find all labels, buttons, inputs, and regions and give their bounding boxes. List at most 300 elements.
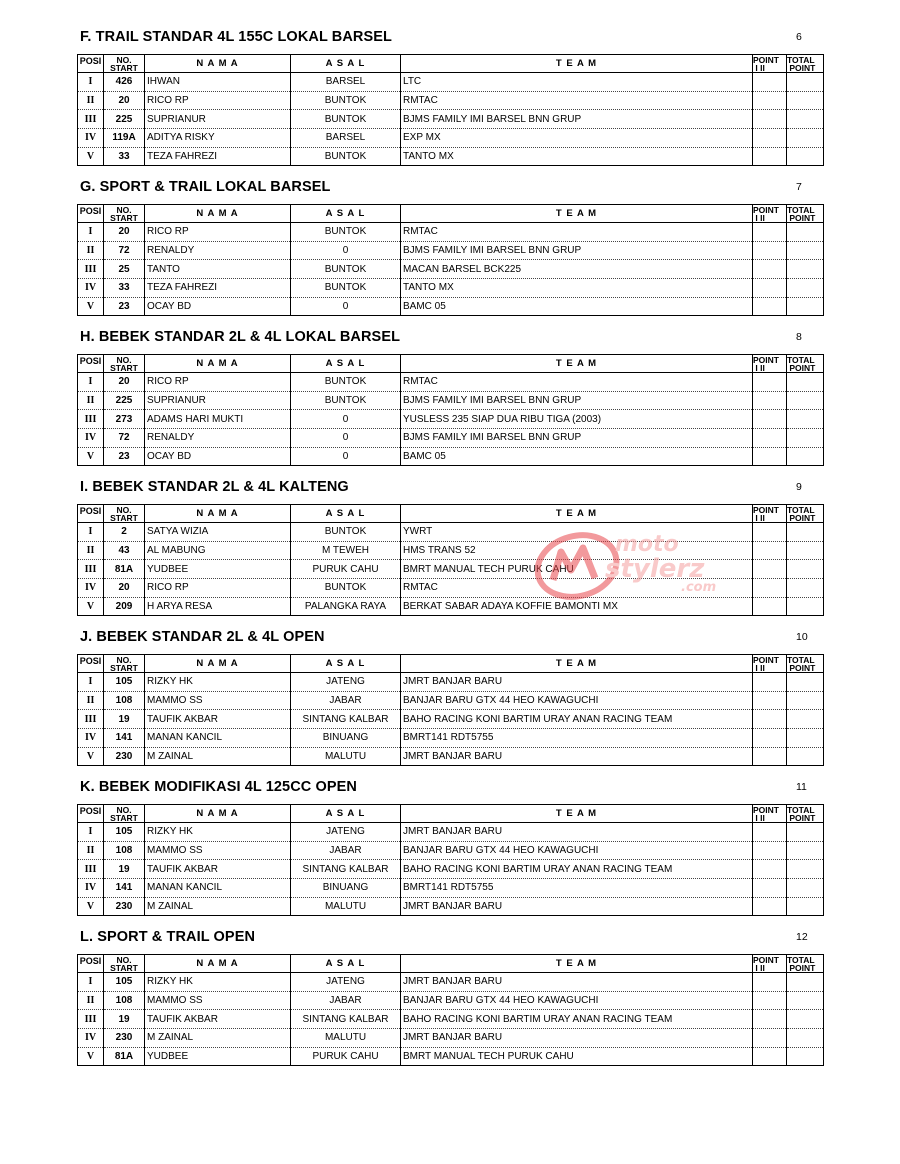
start-number-cell: 20 [104,579,145,598]
table-row [78,1047,824,1066]
point-cell [753,241,787,260]
rider-name-cell: SATYA WIZIA [145,523,291,542]
table-row [78,73,824,92]
team-cell: BJMS FAMILY IMI BARSEL BNN GRUP [401,391,753,410]
total-point-cell [787,991,824,1010]
position-cell: V [78,597,104,616]
header-point [753,805,787,823]
point-cell [753,1047,787,1066]
point-cell [753,897,787,916]
team-cell: BJMS FAMILY IMI BARSEL BNN GRUP [401,241,753,260]
start-number-cell: 19 [104,860,145,879]
start-number-cell: 426 [104,73,145,92]
team-cell: BJMS FAMILY IMI BARSEL BNN GRUP [401,110,753,129]
position-cell: III [78,560,104,579]
header-team: T E A M [401,955,753,973]
team-cell: MACAN BARSEL BCK225 [401,260,753,279]
total-point-cell [787,560,824,579]
start-number-cell: 72 [104,241,145,260]
position-cell: V [78,1047,104,1066]
point-cell [753,729,787,748]
origin-cell: BINUANG [291,729,401,748]
team-cell: BAMC 05 [401,447,753,466]
start-number-cell: 225 [104,391,145,410]
total-point-cell [787,1029,824,1048]
total-point-cell [787,1010,824,1029]
table-header-row [78,655,824,673]
table-row [78,860,824,879]
point-cell [753,1029,787,1048]
start-number-cell: 19 [104,1010,145,1029]
header-team: T E A M [401,355,753,373]
total-point-cell [787,260,824,279]
header-no-start [104,655,145,673]
header-no: NO. [116,204,132,215]
table-header-row [78,955,824,973]
start-number-cell: 23 [104,297,145,316]
point-cell [753,391,787,410]
point-cell [753,823,787,842]
team-cell: RMTAC [401,373,753,392]
rider-name-cell: OCAY BD [145,447,291,466]
table-row [78,429,824,448]
start-number-cell: 25 [104,260,145,279]
header-asal: A S A L [291,55,401,73]
header-posi: POSI [78,355,104,373]
position-cell: III [78,410,104,429]
rider-name-cell: RIZKY HK [145,823,291,842]
origin-cell: BUNTOK [291,260,401,279]
header-point-label: POINT [753,204,779,215]
total-point-cell [787,729,824,748]
start-number-cell: 230 [104,747,145,766]
header-total [787,205,824,223]
point-cell [753,560,787,579]
position-cell: I [78,73,104,92]
race-class-section [0,629,900,779]
team-cell: YWRT [401,523,753,542]
watermark-word-1: moto [615,532,679,557]
header-nama: N A M A [145,805,291,823]
team-cell: BJMS FAMILY IMI BARSEL BNN GRUP [401,429,753,448]
table-row [78,91,824,110]
header-total-point: POINT [789,62,816,73]
total-point-cell [787,860,824,879]
team-cell: EXP MX [401,129,753,148]
rider-name-cell: M ZAINAL [145,1029,291,1048]
rider-name-cell: TEZA FAHREZI [145,279,291,298]
team-cell: JMRT BANJAR BARU [401,823,753,842]
origin-cell: 0 [291,410,401,429]
header-nama: N A M A [145,505,291,523]
table-row [78,1029,824,1048]
table-row [78,279,824,298]
rider-name-cell: SUPRIANUR [145,110,291,129]
total-point-cell [787,973,824,992]
rider-name-cell: RICO RP [145,373,291,392]
start-number-cell: 108 [104,691,145,710]
table-row [78,973,824,992]
origin-cell: BARSEL [291,129,401,148]
table-row [78,447,824,466]
origin-cell: SINTANG KALBAR [291,1010,401,1029]
rider-name-cell: M ZAINAL [145,747,291,766]
point-cell [753,297,787,316]
rider-name-cell: ADAMS HARI MUKTI [145,410,291,429]
section-title: L. SPORT & TRAIL OPEN [80,929,256,945]
position-cell: IV [78,579,104,598]
header-point-label: POINT [753,954,779,965]
total-point-cell [787,147,824,166]
start-number-cell: 33 [104,147,145,166]
point-cell [753,579,787,598]
team-cell: BMRT141 RDT5755 [401,729,753,748]
section-number: 7 [796,181,802,193]
origin-cell: MALUTU [291,897,401,916]
rider-name-cell: RIZKY HK [145,673,291,692]
origin-cell: PURUK CAHU [291,1047,401,1066]
position-cell: V [78,447,104,466]
origin-cell: MALUTU [291,747,401,766]
start-number-cell: 23 [104,447,145,466]
header-start: START [110,812,138,823]
team-cell: BANJAR BARU GTX 44 HEO KAWAGUCHI [401,991,753,1010]
start-number-cell: 81A [104,560,145,579]
table-row [78,841,824,860]
header-point-heats: I II [755,962,765,973]
position-cell: V [78,297,104,316]
race-class-section [0,479,900,629]
start-number-cell: 20 [104,373,145,392]
header-point [753,55,787,73]
header-point-heats: I II [755,362,765,373]
position-cell: III [78,260,104,279]
header-no-start [104,355,145,373]
team-cell: RMTAC [401,223,753,242]
race-class-section [0,929,900,1079]
header-total-label: TOTAL [787,354,815,365]
header-posi: POSI [78,805,104,823]
team-cell: RMTAC [401,91,753,110]
header-point [753,355,787,373]
header-total-point: POINT [789,212,816,223]
section-number: 9 [796,481,802,493]
rider-name-cell: TAUFIK AKBAR [145,710,291,729]
rider-name-cell: MAMMO SS [145,841,291,860]
header-point-label: POINT [753,54,779,65]
race-class-section [0,329,900,479]
team-cell: TANTO MX [401,147,753,166]
total-point-cell [787,597,824,616]
position-cell: IV [78,729,104,748]
table-row [78,260,824,279]
start-number-cell: 209 [104,597,145,616]
header-start: START [110,662,138,673]
table-header-row [78,355,824,373]
team-cell: JMRT BANJAR BARU [401,973,753,992]
results-table [77,654,824,766]
header-start: START [110,362,138,373]
header-no: NO. [116,504,132,515]
point-cell [753,673,787,692]
start-number-cell: 20 [104,223,145,242]
rider-name-cell: H ARYA RESA [145,597,291,616]
start-number-cell: 43 [104,541,145,560]
point-cell [753,91,787,110]
point-cell [753,523,787,542]
rider-name-cell: YUDBEE [145,560,291,579]
start-number-cell: 105 [104,973,145,992]
point-cell [753,410,787,429]
header-nama: N A M A [145,55,291,73]
header-no: NO. [116,54,132,65]
header-total-point: POINT [789,362,816,373]
header-total-label: TOTAL [787,504,815,515]
origin-cell: BINUANG [291,879,401,898]
total-point-cell [787,297,824,316]
total-point-cell [787,373,824,392]
header-total [787,505,824,523]
position-cell: II [78,541,104,560]
point-cell [753,260,787,279]
origin-cell: JATENG [291,673,401,692]
header-total-point: POINT [789,512,816,523]
header-start: START [110,62,138,73]
origin-cell: BUNTOK [291,391,401,410]
total-point-cell [787,91,824,110]
header-total-point: POINT [789,812,816,823]
header-point [753,505,787,523]
rider-name-cell: IHWAN [145,73,291,92]
team-cell: BAHO RACING KONI BARTIM URAY ANAN RACING TEAM [401,710,753,729]
rider-name-cell: RENALDY [145,429,291,448]
table-row [78,110,824,129]
table-row [78,597,824,616]
rider-name-cell: RICO RP [145,91,291,110]
table-header-row [78,805,824,823]
rider-name-cell: TAUFIK AKBAR [145,860,291,879]
origin-cell: M TEWEH [291,541,401,560]
section-title: I. BEBEK STANDAR 2L & 4L KALTENG [80,479,349,495]
start-number-cell: 105 [104,673,145,692]
origin-cell: BUNTOK [291,91,401,110]
start-number-cell: 141 [104,729,145,748]
origin-cell: JATENG [291,973,401,992]
team-cell: YUSLESS 235 SIAP DUA RIBU TIGA (2003) [401,410,753,429]
point-cell [753,110,787,129]
position-cell: I [78,223,104,242]
start-number-cell: 72 [104,429,145,448]
position-cell: IV [78,279,104,298]
point-cell [753,1010,787,1029]
total-point-cell [787,710,824,729]
header-team: T E A M [401,205,753,223]
team-cell: TANTO MX [401,279,753,298]
header-posi: POSI [78,205,104,223]
point-cell [753,73,787,92]
table-row [78,579,824,598]
position-cell: V [78,747,104,766]
section-number: 10 [796,631,808,643]
total-point-cell [787,541,824,560]
header-point-label: POINT [753,654,779,665]
position-cell: III [78,1010,104,1029]
table-row [78,373,824,392]
team-cell: JMRT BANJAR BARU [401,897,753,916]
origin-cell: BUNTOK [291,373,401,392]
header-no-start [104,55,145,73]
total-point-cell [787,279,824,298]
table-row [78,541,824,560]
table-row [78,1010,824,1029]
results-table [77,504,824,616]
total-point-cell [787,1047,824,1066]
total-point-cell [787,691,824,710]
header-point [753,655,787,673]
results-table [77,54,824,166]
results-table [77,804,824,916]
point-cell [753,541,787,560]
origin-cell: SINTANG KALBAR [291,710,401,729]
header-start: START [110,962,138,973]
table-row [78,729,824,748]
point-cell [753,129,787,148]
position-cell: II [78,91,104,110]
header-total-label: TOTAL [787,804,815,815]
rider-name-cell: YUDBEE [145,1047,291,1066]
header-asal: A S A L [291,655,401,673]
header-nama: N A M A [145,655,291,673]
header-asal: A S A L [291,955,401,973]
rider-name-cell: TAUFIK AKBAR [145,1010,291,1029]
header-posi: POSI [78,55,104,73]
point-cell [753,860,787,879]
point-cell [753,447,787,466]
total-point-cell [787,129,824,148]
results-table [77,204,824,316]
start-number-cell: 273 [104,410,145,429]
header-posi: POSI [78,655,104,673]
header-no-start [104,805,145,823]
header-asal: A S A L [291,355,401,373]
origin-cell: PALANGKA RAYA [291,597,401,616]
table-row [78,147,824,166]
watermark-word-2: stylerz [605,554,705,584]
table-row [78,391,824,410]
start-number-cell: 108 [104,991,145,1010]
header-asal: A S A L [291,205,401,223]
team-cell: BMRT141 RDT5755 [401,879,753,898]
table-row [78,691,824,710]
header-total [787,55,824,73]
position-cell: II [78,391,104,410]
total-point-cell [787,523,824,542]
rider-name-cell: AL MABUNG [145,541,291,560]
results-table [77,354,824,466]
header-asal: A S A L [291,805,401,823]
position-cell: V [78,897,104,916]
header-team: T E A M [401,655,753,673]
total-point-cell [787,410,824,429]
header-no-start [104,505,145,523]
watermark-word-3: .com [681,580,717,595]
origin-cell: SINTANG KALBAR [291,860,401,879]
rider-name-cell: RIZKY HK [145,973,291,992]
header-no: NO. [116,954,132,965]
header-total [787,805,824,823]
point-cell [753,710,787,729]
total-point-cell [787,841,824,860]
point-cell [753,223,787,242]
section-number: 6 [796,31,802,43]
team-cell: BMRT MANUAL TECH PURUK CAHU [401,560,753,579]
start-number-cell: 230 [104,897,145,916]
point-cell [753,429,787,448]
rider-name-cell: ADITYA RISKY [145,129,291,148]
header-point-heats: I II [755,512,765,523]
table-row [78,560,824,579]
position-cell: II [78,241,104,260]
point-cell [753,841,787,860]
header-point [753,955,787,973]
table-header-row [78,205,824,223]
table-row [78,710,824,729]
start-number-cell: 81A [104,1047,145,1066]
header-start: START [110,212,138,223]
header-total [787,355,824,373]
table-row [78,991,824,1010]
origin-cell: BUNTOK [291,110,401,129]
position-cell: III [78,710,104,729]
section-title: H. BEBEK STANDAR 2L & 4L LOKAL BARSEL [80,329,401,345]
start-number-cell: 19 [104,710,145,729]
point-cell [753,879,787,898]
team-cell: JMRT BANJAR BARU [401,673,753,692]
table-row [78,129,824,148]
position-cell: IV [78,129,104,148]
header-total-label: TOTAL [787,54,815,65]
total-point-cell [787,897,824,916]
team-cell: BANJAR BARU GTX 44 HEO KAWAGUCHI [401,691,753,710]
start-number-cell: 105 [104,823,145,842]
race-class-section [0,29,900,179]
header-nama: N A M A [145,355,291,373]
header-no-start [104,205,145,223]
rider-name-cell: MANAN KANCIL [145,729,291,748]
total-point-cell [787,823,824,842]
origin-cell: 0 [291,241,401,260]
start-number-cell: 20 [104,91,145,110]
origin-cell: 0 [291,297,401,316]
position-cell: I [78,973,104,992]
position-cell: I [78,373,104,392]
rider-name-cell: MAMMO SS [145,991,291,1010]
header-total [787,655,824,673]
total-point-cell [787,241,824,260]
position-cell: II [78,991,104,1010]
table-row [78,223,824,242]
table-row [78,241,824,260]
table-row [78,747,824,766]
point-cell [753,973,787,992]
position-cell: I [78,823,104,842]
origin-cell: PURUK CAHU [291,560,401,579]
position-cell: I [78,523,104,542]
origin-cell: JABAR [291,991,401,1010]
header-point-heats: I II [755,62,765,73]
table-row [78,823,824,842]
table-row [78,523,824,542]
